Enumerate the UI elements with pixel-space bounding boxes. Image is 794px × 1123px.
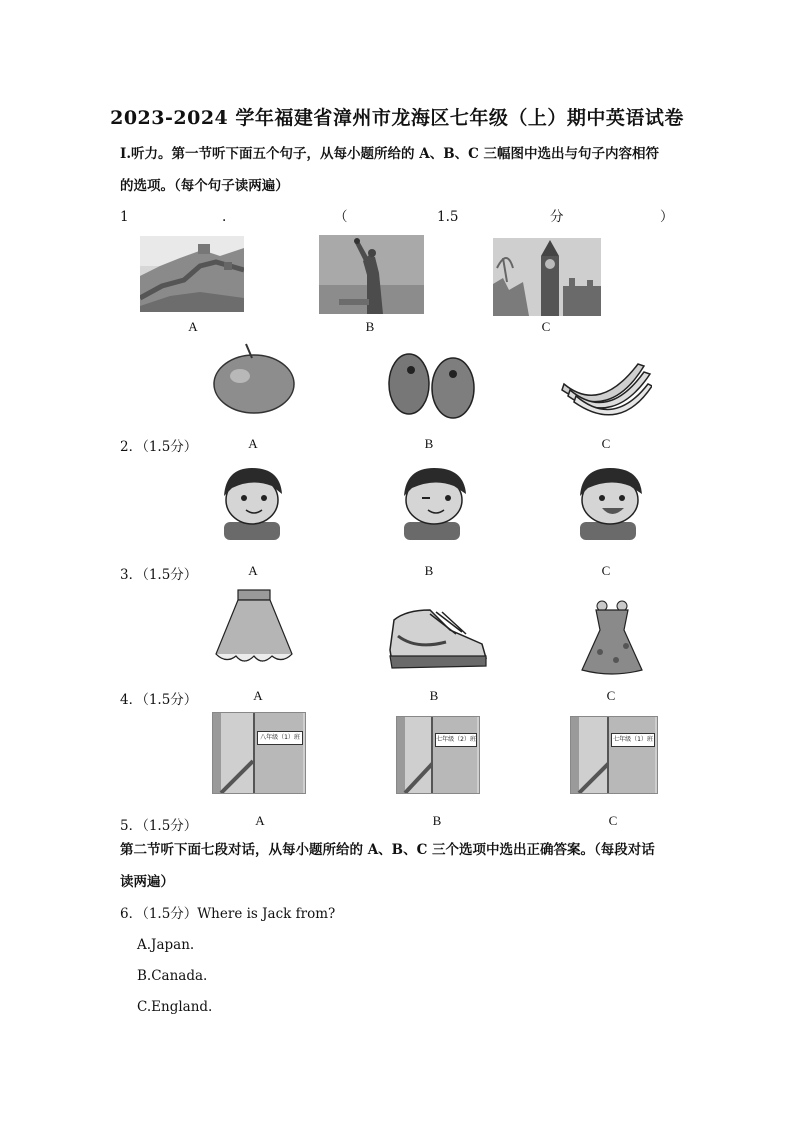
q3-option-b: B bbox=[424, 563, 434, 578]
door-sign-a: 八年级（1）班 bbox=[257, 731, 303, 745]
q1-number: 1 bbox=[120, 209, 129, 225]
q2-option-a: A bbox=[248, 436, 258, 451]
q2-label: 2．（1.5分） bbox=[120, 439, 198, 455]
bananas-image bbox=[560, 344, 652, 416]
exam-title: 2023-2024 学年福建省漳州市龙海区七年级（上）期中英语试卷 bbox=[110, 107, 684, 129]
q1-dot: . bbox=[222, 209, 227, 225]
q2-option-b: B bbox=[424, 436, 434, 451]
q5-label: 5．（1.5分） bbox=[120, 818, 198, 834]
q3-label: 3．（1.5分） bbox=[120, 567, 198, 583]
dress-image bbox=[580, 600, 644, 676]
q6-choice-b: B.Canada. bbox=[137, 968, 208, 984]
q3-option-c: C bbox=[601, 563, 611, 578]
q2-option-c: C bbox=[601, 436, 611, 451]
q5-option-b: B bbox=[432, 813, 442, 828]
q6-stem: 6．（1.5分）Where is Jack from? bbox=[120, 906, 336, 922]
q6-choice-a: A.Japan. bbox=[137, 937, 195, 953]
statue-of-liberty-image bbox=[319, 235, 424, 314]
classroom-door-a-image bbox=[212, 712, 306, 794]
boy-face-c-image bbox=[566, 462, 654, 540]
door-sign-c: 七年级（1）班 bbox=[611, 733, 655, 747]
q4-option-a: A bbox=[253, 688, 263, 703]
great-wall-image bbox=[140, 236, 244, 312]
q1-rparen: ） bbox=[660, 209, 674, 225]
apple-image bbox=[210, 342, 298, 414]
boy-face-b-image bbox=[390, 462, 478, 540]
boy-face-a-image bbox=[212, 462, 292, 540]
q4-option-b: B bbox=[429, 688, 439, 703]
q5-option-a: A bbox=[255, 813, 265, 828]
q1-unit: 分 bbox=[550, 209, 564, 225]
q4-label: 4．（1.5分） bbox=[120, 692, 198, 708]
classroom-door-c-image bbox=[570, 716, 658, 794]
q1-option-b: B bbox=[365, 319, 375, 334]
classroom-door-b-image bbox=[396, 716, 480, 794]
door-sign-b: 七年级（2）班 bbox=[435, 733, 477, 747]
q1-option-a: A bbox=[188, 319, 198, 334]
q5-option-c: C bbox=[608, 813, 618, 828]
q4-option-c: C bbox=[606, 688, 616, 703]
section1-instruction-line2: 的选项。（每个句子读两遍） bbox=[120, 178, 289, 194]
sneaker-image bbox=[386, 600, 490, 670]
section2-instruction-line1: 第二节听下面七段对话，从每小题所给的 A、B、C 三个选项中选出正确答案。（每段对话 bbox=[120, 842, 655, 858]
q6-choice-c: C.England. bbox=[137, 999, 213, 1015]
q3-option-a: A bbox=[248, 563, 258, 578]
section2-instruction-line2: 读两遍） bbox=[120, 874, 174, 890]
skirt-image bbox=[212, 588, 296, 666]
kiwi-fruit-image bbox=[385, 350, 477, 422]
q1-score: 1.5 bbox=[437, 209, 459, 225]
q1-option-c: C bbox=[541, 319, 551, 334]
q1-lparen: （ bbox=[334, 209, 348, 225]
big-ben-image bbox=[493, 238, 601, 316]
section1-instruction-line1: I.听力。第一节听下面五个句子，从每小题所给的 A、B、C 三幅图中选出与句子内容相符 bbox=[120, 146, 660, 162]
